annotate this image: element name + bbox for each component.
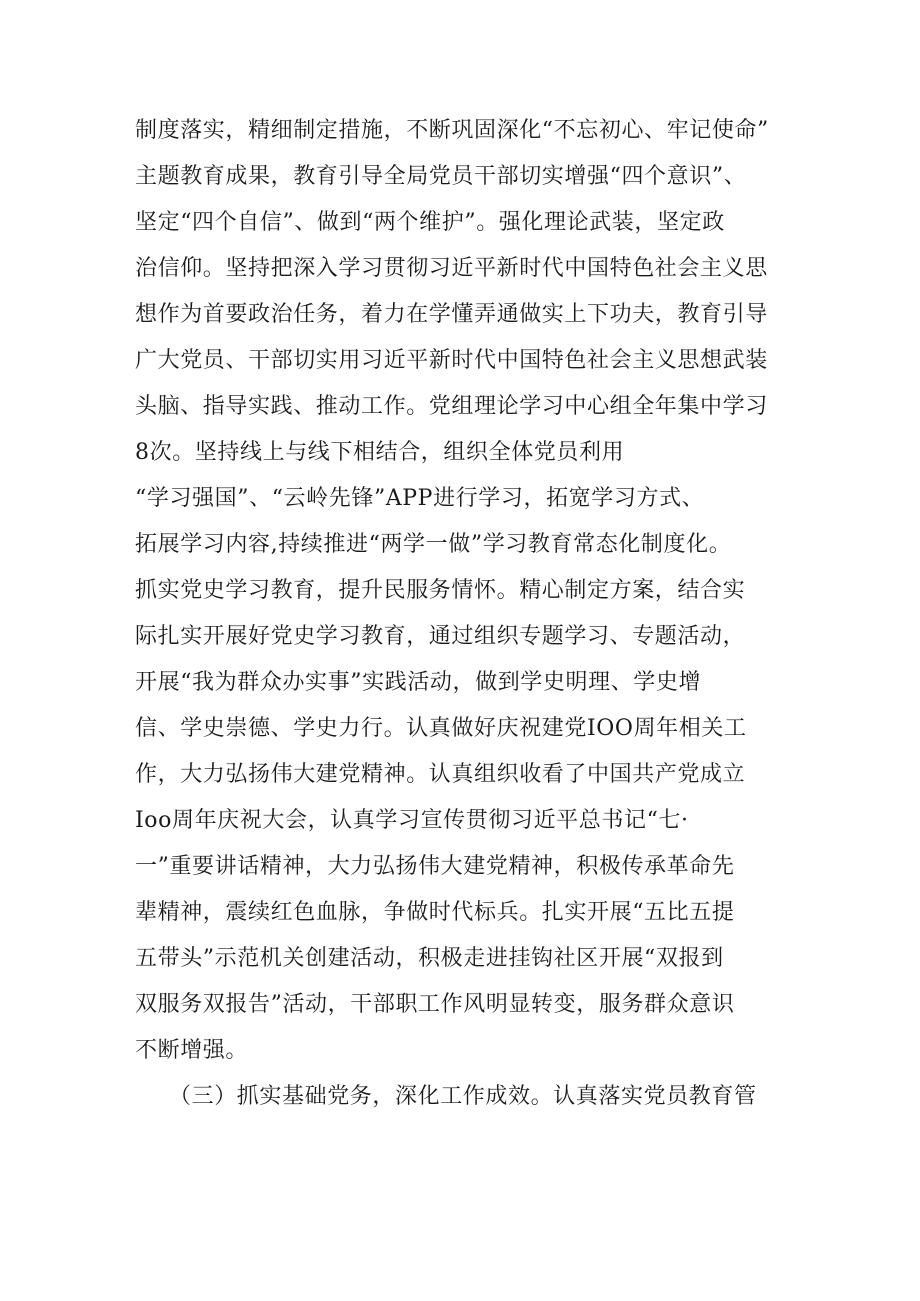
text-line: 坚定“四个自信”、做到“两个维护”。强化理论武装，坚定政	[135, 210, 725, 235]
text-line: 五带头”示范机关创建活动，积极走进挂钩社区开展“双报到	[135, 946, 724, 971]
text-line: 抓实党史学习教育，提升民服务情怀。精心制定方案，结合实	[135, 578, 746, 603]
text-line: 广大党员、干部切实用习近平新时代中国特色社会主义思想武装	[135, 348, 768, 373]
text-line: Ioo周年庆祝大会，认真学习宣传贯彻习近平总书记“七·	[135, 808, 689, 833]
section-heading-line: （三）抓实基础党务，深化工作成效。认真落实党员教育管	[169, 1084, 757, 1109]
text-line: 双服务双报告”活动，干部职工作风明显转变，服务群众意识	[135, 992, 735, 1017]
text-line: 制度落实，精细制定措施，不断巩固深化“不忘初心、牢记使命”	[135, 118, 769, 143]
text-line: 作，大力弘扬伟大建党精神。认真组织收看了中国共产党成立	[135, 762, 746, 787]
text-line: 信、学史崇德、学史力行。认真做好庆祝建党IOO周年相关工	[135, 716, 747, 741]
text-line: 拓展学习内容,持续推进“两学一做”学习教育常态化制度化。	[135, 532, 732, 557]
text-line: 想作为首要政治任务，着力在学懂弄通做实上下功夫，教育引导	[135, 302, 768, 327]
body-text	[135, 108, 815, 1120]
text-line: 一”重要讲话精神，大力弘扬伟大建党精神，积极传承革命先	[135, 854, 735, 879]
text-line: 辈精神，震续红色血脉，争做时代标兵。扎实开展“五比五提	[135, 900, 735, 925]
text-line: 际扎实开展好党史学习教育，通过组织专题学习、专题活动，	[135, 624, 746, 649]
text-line: 不断增强。	[135, 1038, 249, 1063]
text-line: 主题教育成果，教育引导全局党员干部切实增强“四个意识”、	[135, 164, 747, 189]
text-line: “学习强国”、“云岭先锋”APP进行学习，拓宽学习方式、	[135, 486, 705, 511]
text-line: 治信仰。坚持把深入学习贯彻习近平新时代中国特色社会主义思	[135, 256, 768, 281]
text-line: 头脑、指导实践、推动工作。党组理论学习中心组全年集中学习	[135, 394, 768, 419]
text-line: 开展“我为群众办实事”实践活动，做到学史明理、学史增	[135, 670, 702, 695]
text-line: 8次。坚持线上与线下相结合，组织全体党员利用	[135, 440, 625, 465]
